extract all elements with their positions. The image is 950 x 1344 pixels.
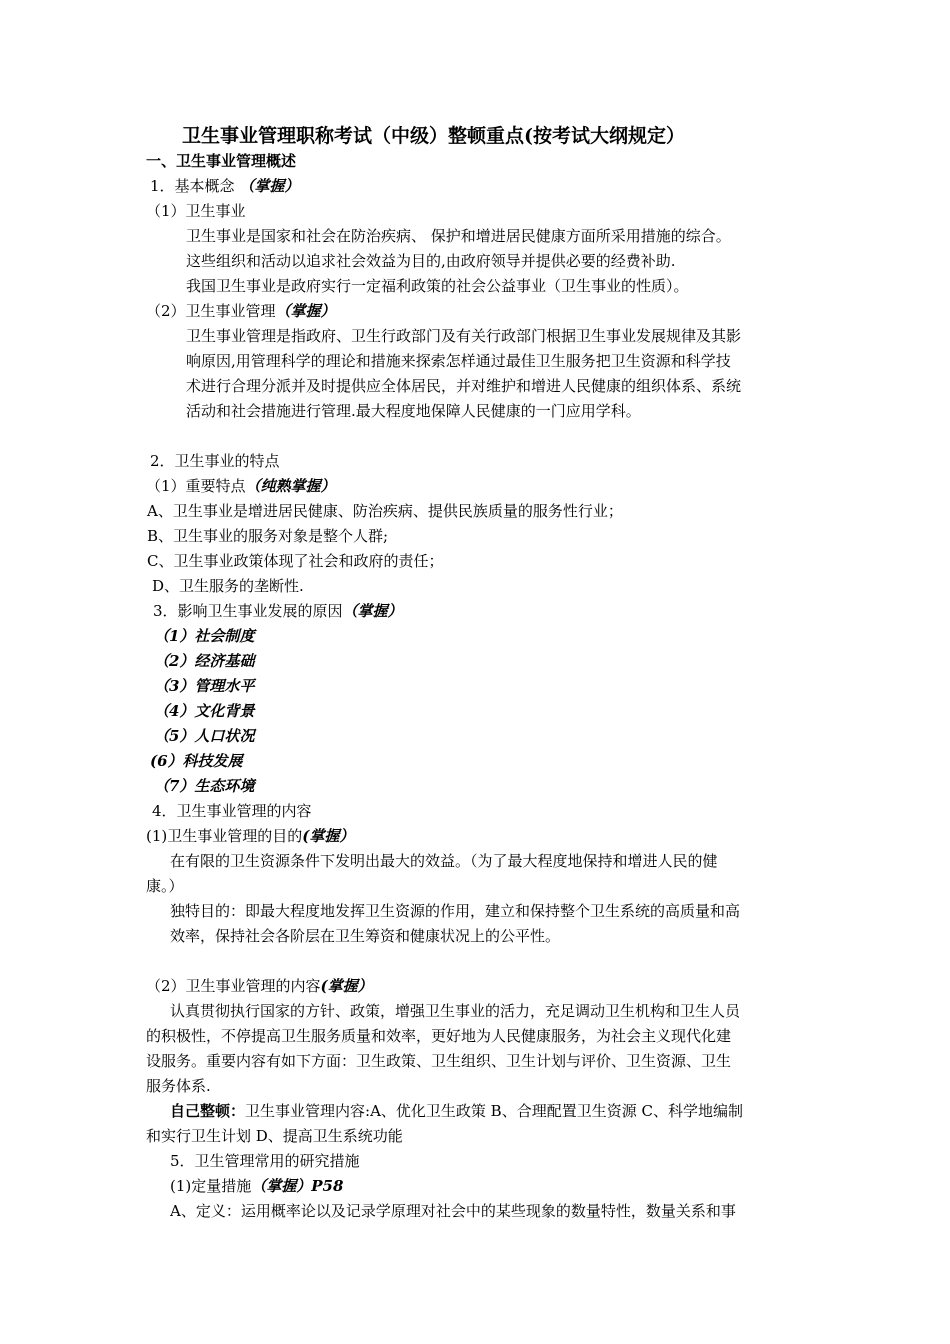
emphasis-tag: (掌握） <box>320 977 373 995</box>
emphasis-tag: （掌握） <box>342 602 403 620</box>
text-line: 活动和社会措施进行管理.最大程度地保障人民健康的一门应用学科。 <box>186 402 641 420</box>
text-line: 卫生事业是国家和社会在防治疾病、 保护和增进居民健康方面所采用措施的综合。 <box>186 227 731 245</box>
paragraph-heading <box>146 299 336 324</box>
text-line: A、定义：运用概率论以及记录学原理对社会中的某些现象的数量特性，数量关系和事 <box>170 1202 736 1220</box>
subsection-heading <box>153 599 403 624</box>
list-item: A、卫生事业是增进居民健康、防治疾病、提供民族质量的服务性行业； <box>147 502 623 520</box>
text-line: 服务体系. <box>146 1077 211 1095</box>
text-line: 的积极性，不停提高卫生服务质量和效率，更好地为人民健康服务，为社会主义现代化建 <box>146 1027 732 1045</box>
emphasis-tag: (掌握） <box>302 827 355 845</box>
heading-text: (1)定量措施 <box>170 1177 252 1195</box>
text-line: 在有限的卫生资源条件下发明出最大的效益。（为了最大程度地保持和增进人民的健 <box>170 852 718 870</box>
paragraph-heading <box>146 974 373 999</box>
heading-text: （1）重要特点 <box>146 477 246 495</box>
list-item: （3）管理水平 <box>154 677 255 695</box>
section-heading: 一、卫生事业管理概述 <box>146 152 297 170</box>
text-line: 认真贯彻执行国家的方针、政策，增强卫生事业的活力，充足调动卫生机构和卫生人员 <box>170 1002 741 1020</box>
emphasis-tag: （掌握）P58 <box>251 1177 344 1195</box>
text-line: 康。） <box>146 877 184 895</box>
list-item: B、卫生事业的服务对象是整个人群; <box>147 527 389 545</box>
list-item: D、卫生服务的垄断性. <box>152 577 304 595</box>
paragraph-heading: （1）卫生事业 <box>146 202 246 220</box>
text-line: 我国卫生事业是政府实行一定福利政策的社会公益事业（卫生事业的性质）。 <box>186 277 689 295</box>
text-line: 响原因,用管理科学的理论和措施来探索怎样通过最佳卫生服务把卫生资源和科学技 <box>186 352 731 370</box>
heading-text: （2）卫生事业管理的内容 <box>146 977 321 995</box>
heading-text: 1．基本概念 <box>150 177 240 195</box>
text-line: 和实行卫生计划 D、提高卫生系统功能 <box>146 1127 403 1145</box>
list-item: C、卫生事业政策体现了社会和政府的责任； <box>147 552 444 570</box>
text-line: 设服务。重要内容有如下方面：卫生政策、卫生组织、卫生计划与评价、卫生资源、卫生 <box>146 1052 732 1070</box>
emphasis-tag: （掌握） <box>275 302 336 320</box>
heading-text: 3．影响卫生事业发展的原因 <box>153 602 343 620</box>
text-line: 卫生事业管理是指政府、卫生行政部门及有关行政部门根据卫生事业发展规律及其影 <box>186 327 742 345</box>
subsection-heading: 2．卫生事业的特点 <box>150 452 280 470</box>
text-line <box>170 1099 743 1124</box>
list-item: （7）生态环境 <box>154 777 255 795</box>
text-line: 效率，保持社会各阶层在卫生筹资和健康状况上的公平性。 <box>170 927 561 945</box>
subsection-heading: 5．卫生管理常用的研究措施 <box>170 1152 360 1170</box>
list-item: （5）人口状况 <box>154 727 255 745</box>
heading-text: （2）卫生事业管理 <box>146 302 276 320</box>
self-summary-text: 卫生事业管理内容:A、优化卫生政策 B、合理配置卫生资源 C、科学地编制 <box>245 1102 743 1120</box>
paragraph-heading <box>170 1174 343 1199</box>
self-summary-label: 自己整顿： <box>170 1102 246 1120</box>
subsection-heading: 4．卫生事业管理的内容 <box>152 802 312 820</box>
list-item: （2）经济基础 <box>154 652 255 670</box>
text-line: 这些组织和活动以追求社会效益为目的,由政府领导并提供必要的经费补助. <box>186 252 676 270</box>
subsection-heading <box>150 174 299 199</box>
heading-text: (1)卫生事业管理的目的 <box>146 827 303 845</box>
emphasis-tag: （纯熟掌握） <box>245 477 336 495</box>
text-line: 术进行合理分派并及时提供应全体居民，并对维护和增进人民健康的组织体系、系统 <box>186 377 742 395</box>
paragraph-heading <box>146 474 336 499</box>
paragraph-heading <box>146 824 354 849</box>
list-item: （1）社会制度 <box>154 627 255 645</box>
list-item: （4）文化背景 <box>154 702 255 720</box>
list-item: (6）科技发展 <box>150 752 243 770</box>
text-line: 独特目的：即最大程度地发挥卫生资源的作用，建立和保持整个卫生系统的高质量和高 <box>170 902 741 920</box>
document-title: 卫生事业管理职称考试（中级）整顿重点(按考试大纲规定） <box>182 125 685 147</box>
emphasis-tag: （掌握） <box>239 177 300 195</box>
